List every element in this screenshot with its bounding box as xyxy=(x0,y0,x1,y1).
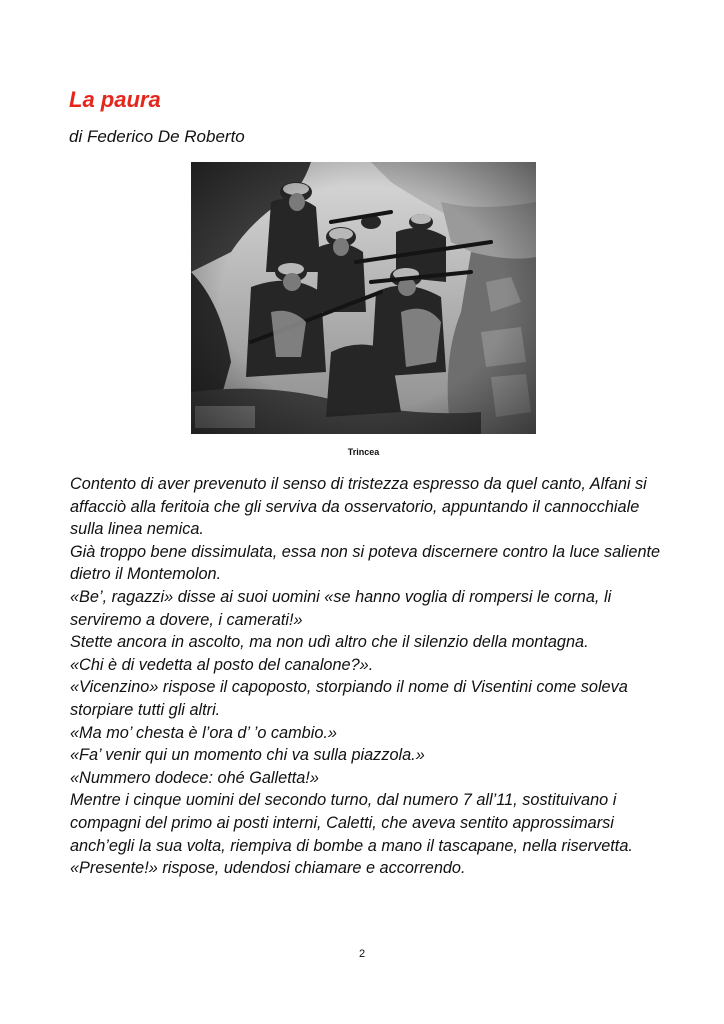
body-text xyxy=(70,473,670,880)
paragraph: «Ma mo’ chesta è l’ora d’ ’o cambio.» xyxy=(70,723,337,742)
trench-photo-illustration xyxy=(191,162,536,434)
paragraph: Mentre i cinque uomini del secondo turno, dal numero 7 all’11, sostituivano i compagni del primo ai posti interni, Caletti, che aveva sentito approssimarsi anch’egli la sua volta, riempiva di bombe a mano il tascapane, nella riservetta. xyxy=(70,791,633,855)
paragraph: «Chi è di vedetta al posto del canalone?». xyxy=(70,655,374,674)
paragraph: Stette ancora in ascolto, ma non udì altro che il silenzio della montagna. xyxy=(70,633,589,652)
paragraph: «Be’, ragazzi» disse ai suoi uomini «se hanno voglia di rompersi le corna, li serviremo a dovere, i camerati!» xyxy=(70,587,612,629)
author-line: di Federico De Roberto xyxy=(69,127,245,146)
paragraph: «Fa’ venir qui un momento chi va sulla piazzola.» xyxy=(70,746,425,765)
paragraph: «Vicenzino» rispose il capoposto, storpiando il nome di Visentini come soleva storpiare tutti gli altri. xyxy=(70,678,628,719)
page-number: 2 xyxy=(358,948,366,960)
paragraph: Già troppo bene dissimulata, essa non si poteva discernere contro la luce saliente dietro il Montemolon. xyxy=(70,542,661,584)
paragraph: Contento di aver prevenuto il senso di tristezza espresso da quel canto, Alfani si affacciò alla feritoia che gli serviva da osservatorio, appuntando il cannocchiale sulla linea nemica. xyxy=(70,475,647,539)
paragraph: «Presente!» rispose, udendosi chiamare e accorrendo. xyxy=(70,859,466,878)
document-title: La paura xyxy=(69,87,161,112)
trench-photo xyxy=(191,162,536,434)
figure-caption: Trincea xyxy=(347,447,380,457)
paragraph: «Nummero dodece: ohé Galletta!» xyxy=(70,768,319,787)
